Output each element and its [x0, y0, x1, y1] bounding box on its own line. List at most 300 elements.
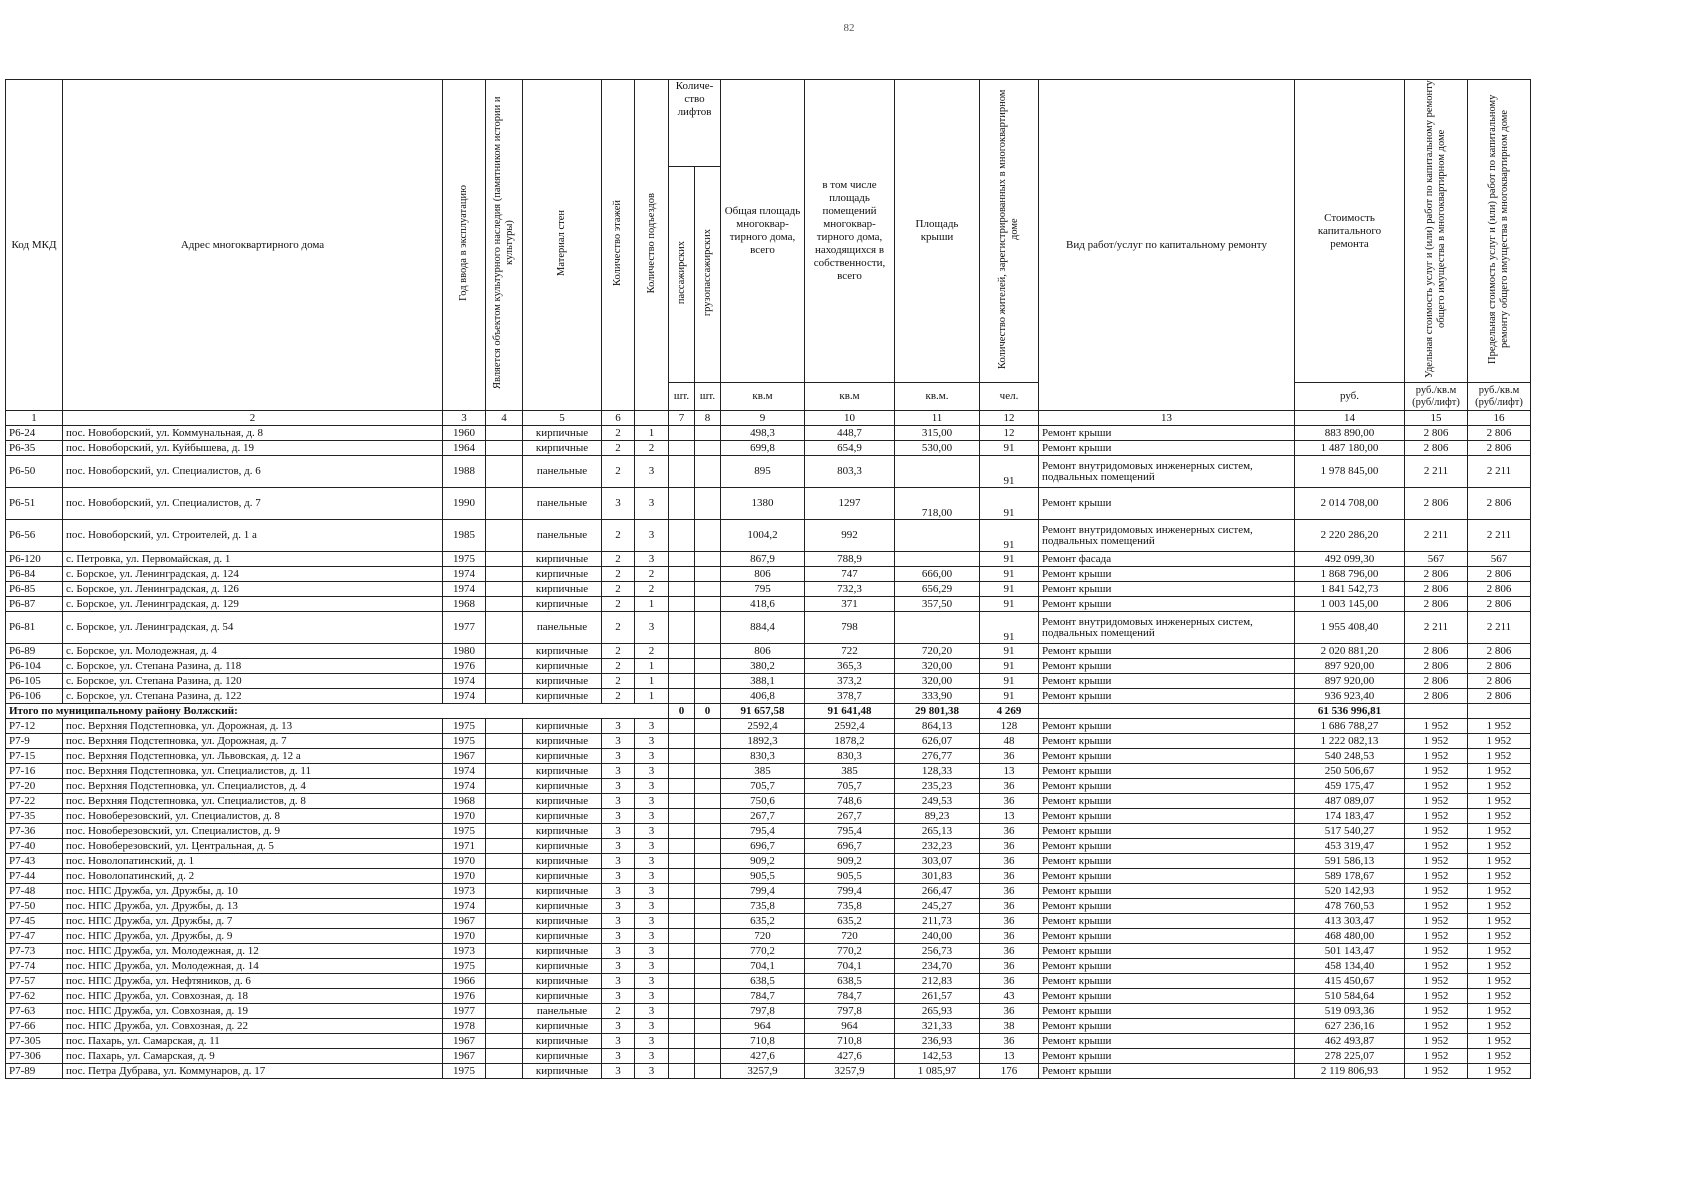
- cell-max-cost: 1 952: [1468, 1049, 1531, 1064]
- cell-address: пос. Верхняя Подстепновка, ул. Львовская, д. 12 а: [63, 749, 443, 764]
- cell-code: Р6-104: [6, 659, 63, 674]
- table-row: [6, 1064, 1531, 1079]
- table-row: [6, 567, 1531, 582]
- cell-floors: 3: [602, 1049, 635, 1064]
- cell-heritage: [486, 597, 523, 612]
- cell-max-cost: 2 211: [1468, 612, 1531, 644]
- table-row: [6, 884, 1531, 899]
- cell-cost: 453 319,47: [1295, 839, 1405, 854]
- cell-address: пос. Верхняя Подстепновка, ул. Специалистов, д. 11: [63, 764, 443, 779]
- cell-lifts-passenger: [669, 974, 695, 989]
- cell-lifts-passenger: [669, 1064, 695, 1079]
- cell-work-type: Ремонт крыши: [1039, 1034, 1295, 1049]
- cell-heritage: [486, 567, 523, 582]
- cell-entrances: 3: [635, 1049, 669, 1064]
- cell-floors: 3: [602, 884, 635, 899]
- cell-unit-cost: 1 952: [1405, 1019, 1468, 1034]
- cell-residents: 36: [980, 944, 1039, 959]
- cell-year: 1966: [443, 974, 486, 989]
- table-row: [6, 426, 1531, 441]
- cell-floors: 3: [602, 899, 635, 914]
- cell-cost: 2 220 286,20: [1295, 520, 1405, 552]
- cell-entrances: 3: [635, 884, 669, 899]
- cell-year: 1970: [443, 854, 486, 869]
- cell-address: с. Борское, ул. Ленинградская, д. 54: [63, 612, 443, 644]
- cell-floors: 2: [602, 597, 635, 612]
- cell-cost: 883 890,00: [1295, 426, 1405, 441]
- cell-lifts-cargo: [695, 612, 721, 644]
- cell-lifts-cargo: [695, 597, 721, 612]
- cell-work-type: Ремонт внутридомовых инженерных систем, подвальных помещений: [1039, 520, 1295, 552]
- cell-heritage: [486, 884, 523, 899]
- cell-lifts-cargo: [695, 441, 721, 456]
- cell-year: 1990: [443, 488, 486, 520]
- cell-total-area: 784,7: [721, 989, 805, 1004]
- cell-wall-material: кирпичные: [523, 1019, 602, 1034]
- cell-total-area: 385: [721, 764, 805, 779]
- cell-unit-cost: 1 952: [1405, 794, 1468, 809]
- header-floors: Количество этажей: [602, 80, 635, 411]
- cell-owned-area: 704,1: [805, 959, 895, 974]
- cell-work-type: Ремонт крыши: [1039, 794, 1295, 809]
- cell-owned-area: 378,7: [805, 689, 895, 704]
- cell-owned-area: 635,2: [805, 914, 895, 929]
- cell-unit-cost: 1 952: [1405, 899, 1468, 914]
- cell-total-area: 799,4: [721, 884, 805, 899]
- cell-roof-area: 235,23: [895, 779, 980, 794]
- header-code: Код МКД: [6, 80, 63, 411]
- table-row: [6, 749, 1531, 764]
- cell-cost: 1 003 145,00: [1295, 597, 1405, 612]
- cell-lifts-cargo: [695, 914, 721, 929]
- cell-wall-material: кирпичные: [523, 734, 602, 749]
- table-row: [6, 854, 1531, 869]
- column-number: 8: [695, 411, 721, 426]
- cell-work-type: Ремонт крыши: [1039, 582, 1295, 597]
- cell-work-type: Ремонт крыши: [1039, 1019, 1295, 1034]
- cell-code: Р7-74: [6, 959, 63, 974]
- cell-lifts-passenger: [669, 929, 695, 944]
- column-number-row: [6, 411, 1531, 426]
- cell-owned-area: 720: [805, 929, 895, 944]
- cell-cost: 627 236,16: [1295, 1019, 1405, 1034]
- cell-total-area: 750,6: [721, 794, 805, 809]
- cell-residents: 36: [980, 974, 1039, 989]
- cell-roof-area: 320,00: [895, 659, 980, 674]
- cell-entrances: 3: [635, 809, 669, 824]
- cell-wall-material: кирпичные: [523, 689, 602, 704]
- cell-max-cost: 1 952: [1468, 929, 1531, 944]
- header-cost: Стоимость капитального ремонта: [1295, 80, 1405, 383]
- cell-cost: 1 222 082,13: [1295, 734, 1405, 749]
- cell-max-cost: 2 806: [1468, 659, 1531, 674]
- cell-roof-area: 301,83: [895, 869, 980, 884]
- cell-floors: 3: [602, 989, 635, 1004]
- cell-roof-area: 245,27: [895, 899, 980, 914]
- cell-total-area: 806: [721, 644, 805, 659]
- cell-code: Р6-85: [6, 582, 63, 597]
- column-number: 7: [669, 411, 695, 426]
- table-row: [6, 959, 1531, 974]
- table-row: [6, 582, 1531, 597]
- cell-work-type: Ремонт крыши: [1039, 989, 1295, 1004]
- cell-lifts-cargo: [695, 1049, 721, 1064]
- cell-residents: 36: [980, 884, 1039, 899]
- column-number: 13: [1039, 411, 1295, 426]
- cell-max-cost: 2 806: [1468, 426, 1531, 441]
- cell-floors: 3: [602, 779, 635, 794]
- cell-floors: 2: [602, 567, 635, 582]
- cell-wall-material: кирпичные: [523, 959, 602, 974]
- cell-code: Р7-12: [6, 719, 63, 734]
- cell-unit-cost: 1 952: [1405, 944, 1468, 959]
- cell-unit-cost: 1 952: [1405, 734, 1468, 749]
- cell-owned-area: 748,6: [805, 794, 895, 809]
- cell-max-cost: 1 952: [1468, 854, 1531, 869]
- cell-owned-area: 371: [805, 597, 895, 612]
- total-lifts-cargo: 0: [695, 704, 721, 719]
- cell-heritage: [486, 441, 523, 456]
- cell-lifts-passenger: [669, 1019, 695, 1034]
- cell-entrances: 3: [635, 1034, 669, 1049]
- cell-unit-cost: 1 952: [1405, 824, 1468, 839]
- cell-wall-material: кирпичные: [523, 824, 602, 839]
- cell-lifts-passenger: [669, 520, 695, 552]
- cell-year: 1967: [443, 749, 486, 764]
- cell-floors: 3: [602, 719, 635, 734]
- cell-lifts-cargo: [695, 456, 721, 488]
- table-row: [6, 914, 1531, 929]
- cell-unit-cost: 2 211: [1405, 456, 1468, 488]
- header-heritage: Является объектом культурного наследия (памятником истории и культуры): [486, 80, 523, 411]
- cell-heritage: [486, 869, 523, 884]
- cell-unit-cost: 1 952: [1405, 749, 1468, 764]
- unit-unit-cost: руб./кв.м (руб/лифт): [1405, 383, 1468, 411]
- cell-entrances: 3: [635, 719, 669, 734]
- cell-heritage: [486, 779, 523, 794]
- cell-max-cost: 2 806: [1468, 567, 1531, 582]
- cell-owned-area: 732,3: [805, 582, 895, 597]
- cell-year: 1976: [443, 989, 486, 1004]
- cell-roof-area: 265,13: [895, 824, 980, 839]
- cell-floors: 2: [602, 689, 635, 704]
- cell-owned-area: 3257,9: [805, 1064, 895, 1079]
- cell-address: пос. Пахарь, ул. Самарская, д. 11: [63, 1034, 443, 1049]
- cell-wall-material: кирпичные: [523, 794, 602, 809]
- cell-wall-material: кирпичные: [523, 974, 602, 989]
- cell-code: Р7-305: [6, 1034, 63, 1049]
- cell-entrances: 3: [635, 456, 669, 488]
- cell-cost: 492 099,30: [1295, 552, 1405, 567]
- cell-owned-area: 788,9: [805, 552, 895, 567]
- cell-total-area: 720: [721, 929, 805, 944]
- cell-owned-area: 448,7: [805, 426, 895, 441]
- cell-total-area: 770,2: [721, 944, 805, 959]
- cell-unit-cost: 1 952: [1405, 959, 1468, 974]
- cell-code: Р7-40: [6, 839, 63, 854]
- cell-cost: 2 014 708,00: [1295, 488, 1405, 520]
- cell-floors: 3: [602, 1064, 635, 1079]
- cell-unit-cost: 1 952: [1405, 839, 1468, 854]
- cell-code: Р6-51: [6, 488, 63, 520]
- cell-owned-area: 799,4: [805, 884, 895, 899]
- cell-total-area: 406,8: [721, 689, 805, 704]
- cell-code: Р7-35: [6, 809, 63, 824]
- cell-lifts-passenger: [669, 582, 695, 597]
- cell-max-cost: 1 952: [1468, 1034, 1531, 1049]
- cell-work-type: Ремонт крыши: [1039, 567, 1295, 582]
- cell-total-area: 964: [721, 1019, 805, 1034]
- cell-owned-area: 803,3: [805, 456, 895, 488]
- cell-owned-area: 797,8: [805, 1004, 895, 1019]
- cell-roof-area: [895, 552, 980, 567]
- cell-lifts-cargo: [695, 929, 721, 944]
- cell-max-cost: 1 952: [1468, 1019, 1531, 1034]
- cell-owned-area: 735,8: [805, 899, 895, 914]
- cell-max-cost: 1 952: [1468, 794, 1531, 809]
- column-number: 4: [486, 411, 523, 426]
- cell-work-type: Ремонт крыши: [1039, 779, 1295, 794]
- cell-heritage: [486, 839, 523, 854]
- cell-work-type: Ремонт крыши: [1039, 644, 1295, 659]
- cell-wall-material: кирпичные: [523, 914, 602, 929]
- table-row: [6, 456, 1531, 488]
- cell-total-area: 795,4: [721, 824, 805, 839]
- cell-residents: 36: [980, 779, 1039, 794]
- cell-total-area: 418,6: [721, 597, 805, 612]
- cell-year: 1967: [443, 1034, 486, 1049]
- cell-lifts-cargo: [695, 1034, 721, 1049]
- cell-unit-cost: 1 952: [1405, 884, 1468, 899]
- cell-year: 1974: [443, 689, 486, 704]
- column-number: 14: [1295, 411, 1405, 426]
- cell-wall-material: кирпичные: [523, 809, 602, 824]
- cell-roof-area: 357,50: [895, 597, 980, 612]
- cell-lifts-passenger: [669, 824, 695, 839]
- cell-entrances: 3: [635, 1019, 669, 1034]
- cell-total-area: 1380: [721, 488, 805, 520]
- cell-cost: 897 920,00: [1295, 674, 1405, 689]
- cell-work-type: Ремонт крыши: [1039, 1004, 1295, 1019]
- cell-floors: 3: [602, 749, 635, 764]
- total-max-cost: [1468, 704, 1531, 719]
- total-work-type: [1039, 704, 1295, 719]
- cell-floors: 3: [602, 734, 635, 749]
- table-row: [6, 764, 1531, 779]
- cell-year: 1973: [443, 884, 486, 899]
- cell-residents: 36: [980, 959, 1039, 974]
- cell-code: Р6-105: [6, 674, 63, 689]
- cell-unit-cost: 1 952: [1405, 809, 1468, 824]
- cell-roof-area: 212,83: [895, 974, 980, 989]
- cell-wall-material: кирпичные: [523, 441, 602, 456]
- cell-unit-cost: 2 806: [1405, 441, 1468, 456]
- cell-heritage: [486, 1064, 523, 1079]
- cell-owned-area: 365,3: [805, 659, 895, 674]
- cell-residents: 91: [980, 644, 1039, 659]
- cell-work-type: Ремонт крыши: [1039, 869, 1295, 884]
- cell-entrances: 3: [635, 929, 669, 944]
- cell-residents: 36: [980, 749, 1039, 764]
- cell-residents: 91: [980, 488, 1039, 520]
- cell-floors: 3: [602, 1034, 635, 1049]
- cell-entrances: 1: [635, 426, 669, 441]
- total-owned-area: 91 641,48: [805, 704, 895, 719]
- table-row: [6, 552, 1531, 567]
- cell-roof-area: 142,53: [895, 1049, 980, 1064]
- cell-cost: 462 493,87: [1295, 1034, 1405, 1049]
- cell-unit-cost: 1 952: [1405, 1049, 1468, 1064]
- cell-roof-area: [895, 612, 980, 644]
- cell-unit-cost: 1 952: [1405, 929, 1468, 944]
- cell-lifts-passenger: [669, 441, 695, 456]
- cell-work-type: Ремонт крыши: [1039, 749, 1295, 764]
- cell-year: 1975: [443, 824, 486, 839]
- cell-lifts-cargo: [695, 567, 721, 582]
- cell-wall-material: кирпичные: [523, 929, 602, 944]
- table-row: [6, 899, 1531, 914]
- table-row: [6, 824, 1531, 839]
- header-work-type: Вид работ/услуг по капитальному ремонту: [1039, 80, 1295, 411]
- cell-address: пос. Верхняя Подстепновка, ул. Дорожная, д. 13: [63, 719, 443, 734]
- cell-total-area: 699,8: [721, 441, 805, 456]
- cell-work-type: Ремонт крыши: [1039, 689, 1295, 704]
- cell-address: пос. Новоберезовский, ул. Специалистов, д. 9: [63, 824, 443, 839]
- column-number: 10: [805, 411, 895, 426]
- cell-lifts-cargo: [695, 659, 721, 674]
- cell-unit-cost: 1 952: [1405, 719, 1468, 734]
- cell-year: 1968: [443, 597, 486, 612]
- cell-code: Р7-22: [6, 794, 63, 809]
- cell-owned-area: 1878,2: [805, 734, 895, 749]
- cell-lifts-cargo: [695, 899, 721, 914]
- cell-residents: 36: [980, 929, 1039, 944]
- cell-owned-area: 638,5: [805, 974, 895, 989]
- cell-year: 1988: [443, 456, 486, 488]
- cell-total-area: 884,4: [721, 612, 805, 644]
- cell-floors: 2: [602, 674, 635, 689]
- cell-roof-area: 315,00: [895, 426, 980, 441]
- cell-residents: 91: [980, 441, 1039, 456]
- cell-residents: 91: [980, 597, 1039, 612]
- total-roof-area: 29 801,38: [895, 704, 980, 719]
- cell-address: пос. Новоборский, ул. Коммунальная, д. 8: [63, 426, 443, 441]
- cell-lifts-passenger: [669, 659, 695, 674]
- cell-year: 1974: [443, 582, 486, 597]
- cell-entrances: 3: [635, 520, 669, 552]
- cell-max-cost: 2 806: [1468, 689, 1531, 704]
- header-residents: Количество жителей, зарегистрированных в многоквартирном доме: [980, 80, 1039, 383]
- cell-cost: 510 584,64: [1295, 989, 1405, 1004]
- cell-max-cost: 2 806: [1468, 597, 1531, 612]
- cell-cost: 459 175,47: [1295, 779, 1405, 794]
- cell-total-area: 830,3: [721, 749, 805, 764]
- cell-year: 1968: [443, 794, 486, 809]
- cell-lifts-cargo: [695, 854, 721, 869]
- cell-address: пос. НПС Дружба, ул. Совхозная, д. 22: [63, 1019, 443, 1034]
- cell-lifts-cargo: [695, 794, 721, 809]
- cell-residents: 36: [980, 1034, 1039, 1049]
- cell-code: Р6-87: [6, 597, 63, 612]
- cell-work-type: Ремонт крыши: [1039, 854, 1295, 869]
- cell-lifts-passenger: [669, 779, 695, 794]
- cell-wall-material: панельные: [523, 456, 602, 488]
- cell-year: 1975: [443, 959, 486, 974]
- cell-year: 1967: [443, 1049, 486, 1064]
- cell-owned-area: 385: [805, 764, 895, 779]
- cell-wall-material: кирпичные: [523, 764, 602, 779]
- cell-roof-area: [895, 520, 980, 552]
- cell-residents: 13: [980, 764, 1039, 779]
- cell-roof-area: 234,70: [895, 959, 980, 974]
- cell-unit-cost: 1 952: [1405, 914, 1468, 929]
- cell-owned-area: 747: [805, 567, 895, 582]
- cell-cost: 517 540,27: [1295, 824, 1405, 839]
- table-row: [6, 597, 1531, 612]
- cell-owned-area: 905,5: [805, 869, 895, 884]
- cell-floors: 2: [602, 1004, 635, 1019]
- cell-roof-area: 128,33: [895, 764, 980, 779]
- cell-roof-area: 256,73: [895, 944, 980, 959]
- cell-lifts-cargo: [695, 809, 721, 824]
- cell-wall-material: кирпичные: [523, 1034, 602, 1049]
- cell-total-area: 388,1: [721, 674, 805, 689]
- table-row: [6, 644, 1531, 659]
- cell-heritage: [486, 854, 523, 869]
- cell-address: с. Борское, ул. Ленинградская, д. 124: [63, 567, 443, 582]
- cell-heritage: [486, 944, 523, 959]
- table-row: [6, 839, 1531, 854]
- cell-wall-material: кирпичные: [523, 1064, 602, 1079]
- cell-lifts-cargo: [695, 644, 721, 659]
- cell-work-type: Ремонт внутридомовых инженерных систем, подвальных помещений: [1039, 612, 1295, 644]
- cell-max-cost: 2 806: [1468, 644, 1531, 659]
- cell-work-type: Ремонт крыши: [1039, 959, 1295, 974]
- cell-work-type: Ремонт крыши: [1039, 1049, 1295, 1064]
- cell-lifts-cargo: [695, 1004, 721, 1019]
- cell-cost: 2 119 806,93: [1295, 1064, 1405, 1079]
- cell-total-area: 380,2: [721, 659, 805, 674]
- cell-floors: 3: [602, 974, 635, 989]
- header-year: Год ввода в эксплуатацию: [443, 80, 486, 411]
- cell-entrances: 3: [635, 854, 669, 869]
- cell-total-area: 806: [721, 567, 805, 582]
- cell-owned-area: 784,7: [805, 989, 895, 1004]
- cell-total-area: 705,7: [721, 779, 805, 794]
- total-row: [6, 704, 1531, 719]
- cell-roof-area: 626,07: [895, 734, 980, 749]
- cell-lifts-cargo: [695, 582, 721, 597]
- column-number: 2: [63, 411, 443, 426]
- cell-heritage: [486, 582, 523, 597]
- cell-heritage: [486, 659, 523, 674]
- cell-floors: 3: [602, 488, 635, 520]
- unit-lifts-passenger: шт.: [669, 383, 695, 411]
- cell-work-type: Ремонт крыши: [1039, 426, 1295, 441]
- cell-work-type: Ремонт крыши: [1039, 944, 1295, 959]
- cell-lifts-passenger: [669, 869, 695, 884]
- cell-entrances: 3: [635, 1004, 669, 1019]
- cell-work-type: Ремонт крыши: [1039, 809, 1295, 824]
- cell-cost: 897 920,00: [1295, 659, 1405, 674]
- cell-residents: 12: [980, 426, 1039, 441]
- cell-residents: 36: [980, 824, 1039, 839]
- cell-lifts-cargo: [695, 749, 721, 764]
- cell-unit-cost: 2 211: [1405, 612, 1468, 644]
- cell-max-cost: 1 952: [1468, 869, 1531, 884]
- cell-entrances: 3: [635, 612, 669, 644]
- table-row: [6, 809, 1531, 824]
